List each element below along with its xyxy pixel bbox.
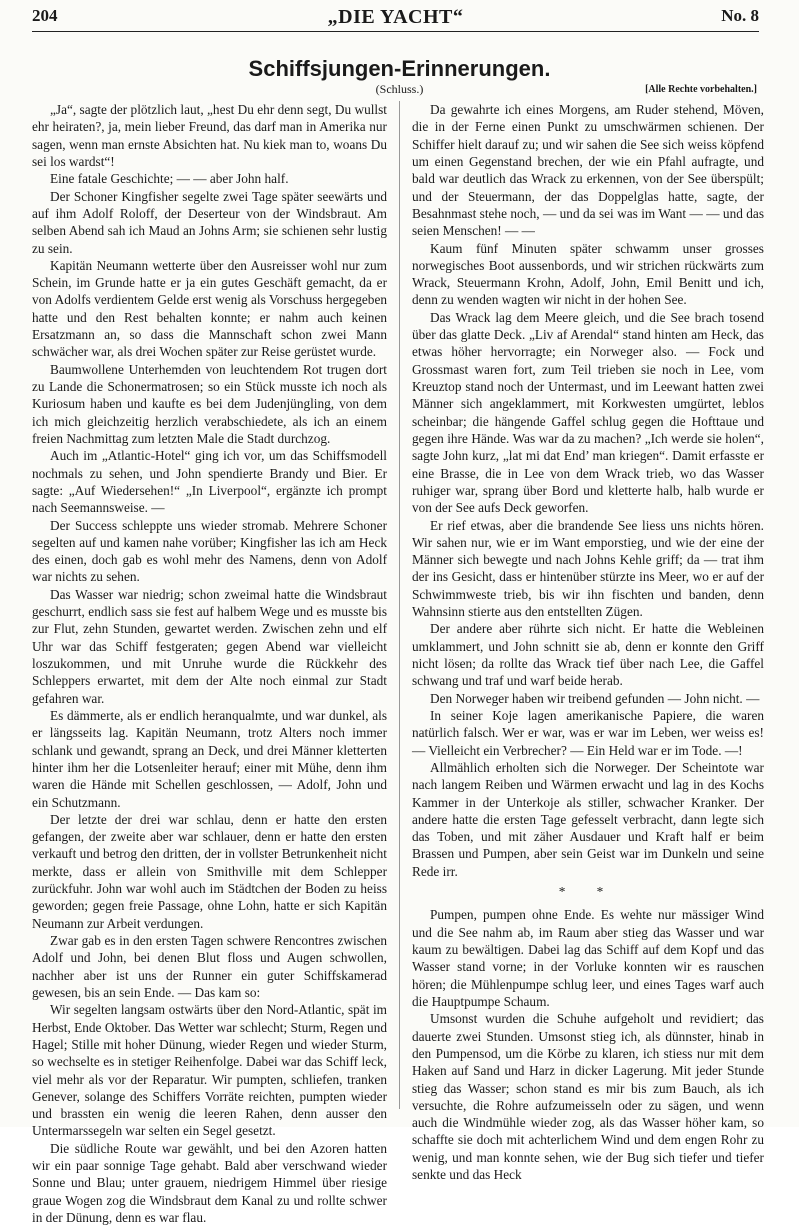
paragraph: Kapitän Neumann wetterte über den Ausreisser wohl nur zum Schein, im Grunde hatte er ja ein gutes Geschäft gemacht, da er von Adolfs verdientem Gelde erst wenig als Vorschuss hergegeben hatte und den Rest behalten konnte; er nahm auch keinen Ersatzmann an, so dass die Mannschaft schon zwei Mann schwächer war, als drei Wochen später zur Reise gerüstet wurde. bbox=[32, 257, 387, 360]
issue-number: No. 8 bbox=[721, 6, 759, 25]
paragraph: „Ja“, sagte der plötzlich laut, „hest Du ehr denn segt, Du wullst ehr heiraten?, ja, mein lieber Freund, das darf man in Amerika nur sagen, wenn man ernste Absichten hat. Nu kiek man to, woans Du sei los wardst“! bbox=[32, 102, 387, 169]
paragraph: Pumpen, pumpen ohne Ende. Es wehte nur mässiger Wind und die See nahm ab, im Raum aber stieg das Wasser und war kaum zu bewältigen. Dabei lag das Schiff auf dem Kopf und das Wasser stand vorne; in der Vorluke konnten wir es rauschen hören; die Mühlenpumpe schlug leer, und eines Tages warf auch die Hauptpumpe Schaum. bbox=[412, 907, 764, 1009]
paragraph: Allmählich erholten sich die Norweger. Der Scheintote war nach langem Reiben und Wärmen erwacht und lag in des Kochs Kammer in der Unterkoje als stiller, schwacher Kranker. Der andere hatte die ersten Tage gefesselt verbracht, dann legte sich das Toben, und mit zäher Ausdauer und Kraft half er beim Brassen und Pumpen, aber sein Geist war im Dunkeln und seine Rede irr. bbox=[412, 759, 764, 879]
paragraph: In seiner Koje lagen amerikanische Papiere, die waren natürlich falsch. Wer er war, was er war im Leben, wer weiss es! — Vielleicht ein Verbrecher? — Ein Held war er im Tode. —! bbox=[412, 707, 764, 758]
right-column bbox=[412, 101, 764, 1183]
article-subtitle: (Schluss.) bbox=[375, 82, 424, 96]
paragraph: Baumwollene Unterhemden von leuchtendem Rot trugen dort zu Lande die Schonermatrosen; so ein Stück musste ich noch als Kuriosum haben und kaufte es bei dem Judenjüngling, von dem ich mich gleichzeitig herzlich verabschiedete, als ich an einem freien Nachmittag zum letzten Male die Stadt durchzog. bbox=[32, 361, 387, 446]
running-header bbox=[32, 6, 759, 30]
paragraph: Kaum fünf Minuten später schwamm unser grosses norwegisches Boot aussenbords, und wir strichen rückwärts zum Wrack, Steuermann Krohn, Adolf, John, Emil Benitt und ich, denn zu wenden wagten wir nicht in der hohen See. bbox=[412, 240, 764, 308]
journal-title: „DIE YACHT“ bbox=[327, 6, 464, 28]
paragraph: Den Norweger haben wir treibend gefunden — John nicht. — bbox=[430, 690, 760, 706]
paragraph: Es dämmerte, als er endlich heranqualmte, und war dunkel, als er längsseits lag. Kapitän Neumann, trotz Alters noch immer schlank und gewandt, sprang an Deck, und drei Männer kletterten hinter ihm her die Lotsenleiter herauf; einer mit Mühe, denn ihm waren die Hände mit Schellen geschlossen, — Adolf, John und ein Schutzmann. bbox=[32, 707, 387, 810]
header-rule bbox=[32, 31, 759, 32]
paragraph: Umsonst wurden die Schuhe aufgeholt und revidiert; das dauerte zwei Stunden. Umsonst stieg ich, als dünnster, hinab in den Pumpensod, um die Körbe zu klaren, ich stiess nur mit dem Haken auf Sand und Harz in dicker Lagerung. Mit jeder Stunde stieg das Wasser; schon stand es mir bis zum Bauch, als ich versuchte, die Rohre aufzumeisseln oder zu sägen, und wenn auch die Windmühle wieder zog, als das Wasser höher kam, so schaffte sie doch mit achterlichem Wind und dem engen Rohr zu wenig, und man konnte sehen, wie der Bug sich tiefer und tiefer senkte und das Heck bbox=[412, 1011, 764, 1183]
paragraph: Der andere aber rührte sich nicht. Er hatte die Webleinen umklammert, und John schnitt sie ab, denn er konnte den Griff nicht lösen; da rollte das Wrack tief über nach Lee, die Gaffel schwang und traf und warf beide herab. bbox=[412, 621, 764, 689]
paragraph: Das Wasser war niedrig; schon zweimal hatte die Windsbraut geschurrt, endlich sass sie fest auf halbem Wege und es musste bis zur Flut, zehn Stunden, gewartet werden. Zwischen zehn und elf Uhr war das Schiff festgeraten; gegen Abend war vielleicht loszukommen, und mit Unruhe wurde die Rückkehr des Schleppers erwartet, mit dem der Alte noch einmal zur Stadt gefahren war. bbox=[32, 586, 387, 706]
paragraph: Der letzte der drei war schlau, denn er hatte den ersten gefangen, der zweite aber war schlauer, denn er hatte den ersten verkauft und betrog den dritten, der in vollster Betrunkenheit nicht merkte, dass er allein von Smithville mit dem Schlepper zurückfuhr. John war wohl auch im Städtchen der Boden zu heiss geworden; gegen freie Passage, ohne Lohn, hatte er sich Kapitän Neumann zur Arbeit verdungen. bbox=[32, 811, 387, 931]
paragraph: Da gewahrte ich eines Morgens, am Ruder stehend, Möven, die in der Ferne einen Punkt zu umschwärmen schienen. Der Schiffer hielt darauf zu; und wir sahen die See sich weiss köpfend um einen Gegenstand brechen, der wie ein Pfahl aufragte, und bald war deutlich das Wrack zu erkennen, von der See überspült; und der Steuermann, der das Doppelglas hatte, sagte, der Besahnmast stehe noch, — und da sei was im Want — — und das seien Menschen! — — bbox=[412, 102, 764, 239]
paragraph: Er rief etwas, aber die brandende See liess uns nichts hören. Wir sahen nur, wie er im Want emporstieg, und wie der eine der Männer sich bewegte und nach Johns Kehle griff; da — trat ihm der ins Gesicht, dass er hintenüber stürzte ins Meer, wo er auf der Schwimmweste trieb, bis wir ihn fischten und banden, denn Wahnsinn stierte aus den entstellten Zügen. bbox=[412, 517, 764, 620]
paragraph: Wir segelten langsam ostwärts über den Nord-Atlantic, spät im Herbst, Ende Oktober. Das Wetter war schlecht; Sturm, Regen und Hagel; Stille mit hoher Dünung, wieder Regen und wieder Sturm, so wechselte es in stetiger Reihenfolge. Dabei war das Schiff leck, viel mehr als vor der Reparatur. Wir pumpten, schliefen, tranken Genever, solange des Schiffers Vorräte reichten, pumpten wieder und brassten ein wenig die leeren Rahen, denn ausser den Untermarssegeln war selten ein Segel gesetzt. bbox=[32, 1002, 387, 1139]
paragraph: Das Wrack lag dem Meere gleich, und die See brach tosend über das glatte Deck. „Liv af Arendal“ stand hinten am Heck, das etwas höher hervorragte; ein Norweger also. — Fock und Grossmast waren fort, zum Teil trieben sie noch in Lee, vom Kreuztop stand noch der Untermast, und im Leewant hatten zwei Männer sich angeklammert, mit Korkwesten umgürtet, leblos scheinbar; die hängende Gaffel schlug gegen die Hofttaue und gegen ihre Hände. Was war da zu machen? „Ich werde sie holen“, sagte John kurz, „lat mi dat End’ man kriegen“. Damit erfasste er eine Brasse, die in Lee von dem Wrack trieb, wo das Wasser ruhiger war, sprang über Bord und kletterte halb, halb wurde er von der See aufs Deck geworfen. bbox=[412, 309, 764, 516]
paragraph: Eine fatale Geschichte; — — aber John half. bbox=[50, 171, 289, 187]
paragraph: Der Schoner Kingfisher segelte zwei Tage später seewärts und auf ihm Adolf Roloff, der Deserteur von der Windsbraut. Am selben Abend sah ich Maud an Johns Arm; sie schienen sehr lustig zu sein. bbox=[32, 188, 387, 256]
section-separator: * * bbox=[558, 884, 618, 900]
rights-note: [Alle Rechte vorbehalten.] bbox=[645, 84, 757, 95]
article-title: Schiffsjungen-Erinnerungen. bbox=[248, 56, 551, 81]
paragraph: Die südliche Route war gewählt, und bei den Azoren hatten wir ein paar sonnige Tage gehabt. Bald aber verschwand wieder Sonne und Blau; unter grauem, niedrigem Himmel über riesige graue Wogen zog die Windsbraut dem Kanal zu und rollte schwer in der Dünung, denn es war flau. bbox=[32, 1140, 387, 1225]
column-divider bbox=[399, 101, 400, 1109]
left-column bbox=[32, 101, 387, 1225]
page-number: 204 bbox=[32, 6, 58, 25]
paragraph: Zwar gab es in den ersten Tagen schwere Rencontres zwischen Adolf und John, bei denen Blut floss und Augen schwollen, nachher aber ist uns der Runner ein guter Schiffskamerad gewesen, bis an sein Ende. — Das kam so: bbox=[32, 933, 387, 1000]
paragraph: Auch im „Atlantic-Hotel“ ging ich vor, um das Schiffsmodell nochmals zu sehen, und John spendierte Brandy und Bier. Er sagte: „Auf Wiedersehen!“ „In Liverpool“, ergänzte ich prompt nach Seemannsweise. — bbox=[32, 448, 387, 516]
paragraph: Der Success schleppte uns wieder stromab. Mehrere Schoner segelten auf und kamen nahe vorüber; Kingfisher las ich am Heck des einen, doch gab es wohl mehr des Namens, denn von Adolf war nichts zu sehen. bbox=[32, 517, 387, 585]
